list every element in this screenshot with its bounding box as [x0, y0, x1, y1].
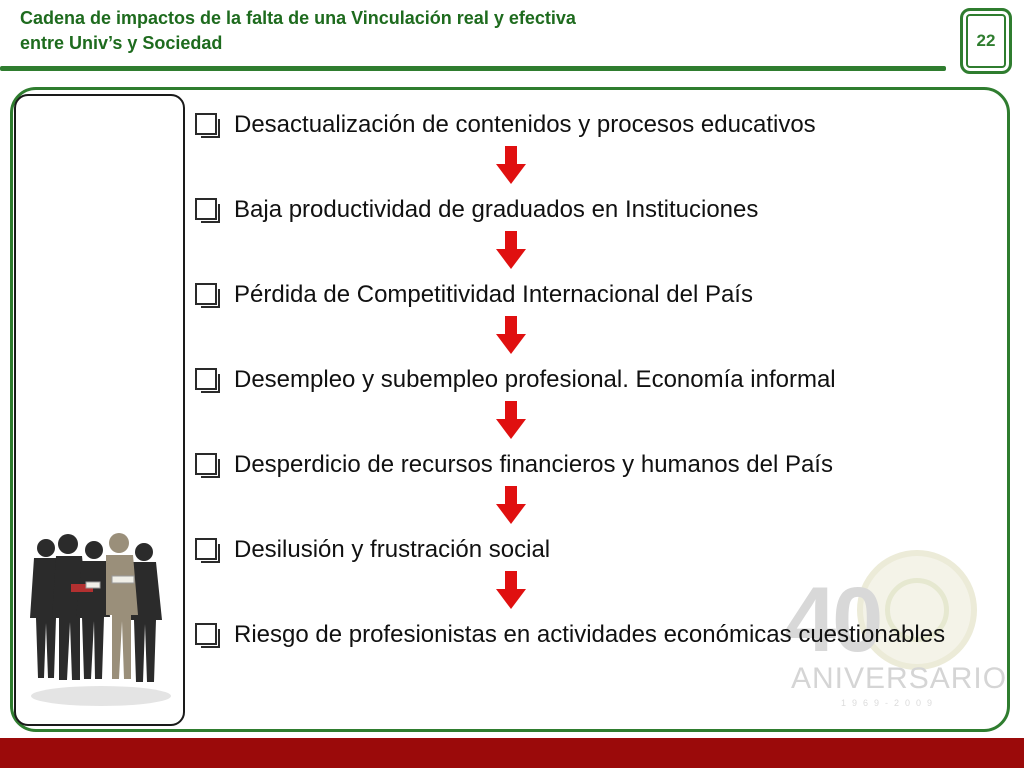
students-group-image	[16, 96, 185, 726]
arrow-down-icon	[496, 231, 526, 269]
chain-item	[194, 614, 984, 694]
checkbox-bullet-icon	[194, 282, 220, 308]
students-photo-panel	[14, 94, 185, 726]
chain-item-text: Desilusión y frustración social	[234, 536, 551, 563]
page-number: 22	[976, 31, 996, 50]
arrow-down-icon	[496, 486, 526, 524]
title-underline	[0, 66, 946, 71]
checkbox-bullet-icon	[194, 112, 220, 138]
checkbox-bullet-icon	[194, 452, 220, 478]
arrow-down-icon	[496, 316, 526, 354]
chain-item	[194, 104, 984, 189]
page-number-badge	[960, 8, 1012, 74]
chain-item-text: Riesgo de profesionistas en actividades económicas cuestionables	[234, 621, 946, 648]
chain-item	[194, 444, 984, 529]
watermark-years: 1969-2009	[841, 698, 939, 708]
chain-item-text: Pérdida de Competitividad Internacional del País	[234, 281, 753, 308]
slide-title-line-2: entre Univ’s y Sociedad	[20, 33, 223, 53]
chain-item	[194, 189, 984, 274]
chain-item-text: Desempleo y subempleo profesional. Economía informal	[234, 366, 836, 393]
chain-item	[194, 529, 984, 614]
chain-item-text: Baja productividad de graduados en Instituciones	[234, 196, 759, 223]
impact-chain-list	[194, 104, 984, 694]
watermark-label: ANIVERSARIO	[791, 662, 1008, 695]
checkbox-bullet-icon	[194, 537, 220, 563]
arrow-down-icon	[496, 571, 526, 609]
arrow-down-icon	[496, 146, 526, 184]
chain-item-text: Desperdicio de recursos financieros y humanos del País	[234, 451, 833, 478]
footer-band	[0, 738, 1024, 768]
slide-title-line-1: Cadena de impactos de la falta de una Vinculación real y efectiva	[20, 8, 576, 28]
checkbox-bullet-icon	[194, 197, 220, 223]
chain-item	[194, 359, 984, 444]
chain-item-text: Desactualización de contenidos y procesos educativos	[234, 111, 816, 138]
arrow-down-icon	[496, 401, 526, 439]
checkbox-bullet-icon	[194, 367, 220, 393]
chain-item	[194, 274, 984, 359]
checkbox-bullet-icon	[194, 622, 220, 648]
watermark-number: 40	[785, 569, 880, 671]
slide-title	[20, 6, 780, 56]
